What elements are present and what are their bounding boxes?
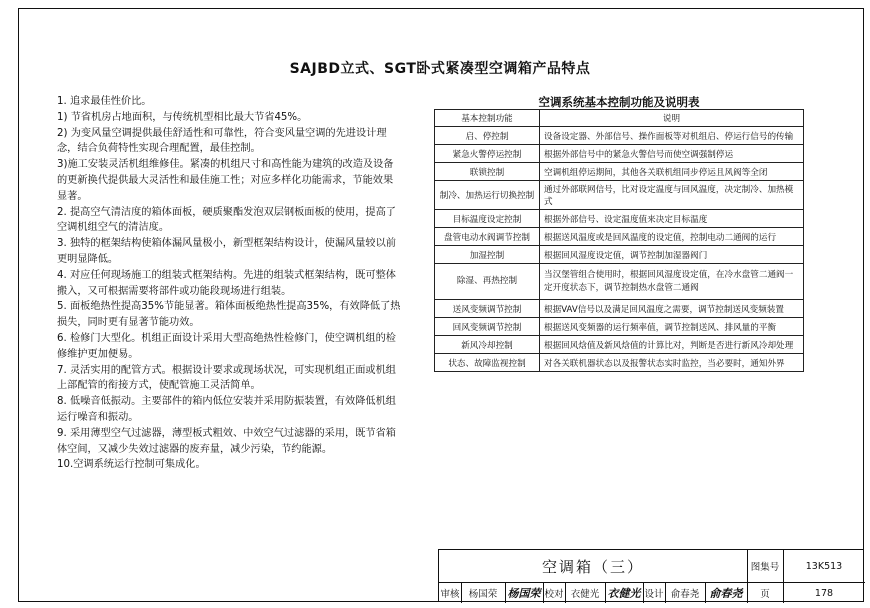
designer-signature: 俞春尧: [709, 587, 743, 600]
feature-line: 5. 面板绝热性提高35%节能显著。箱体面板绝热性提高35%，有效降低了热损失，同时更有显著节能功效。: [57, 301, 401, 329]
function-cell: 目标温度设定控制: [435, 210, 540, 228]
description-cell: 空调机组停运期间，其他各关联机组同步停运且风阀等全闭: [540, 163, 804, 181]
control-function-table: [434, 109, 804, 372]
description-cell: 根据外部信号、设定温度值来决定目标温度: [540, 210, 804, 228]
table-row: [435, 127, 804, 145]
description-cell: 根据VAV信号以及满足回风温度之需要，调节控制送风变频装置: [540, 300, 804, 318]
description-cell: 根据外部信号中的紧急火警信号而使空调强制停运: [540, 145, 804, 163]
description-cell: 通过外部联网信号，比对设定温度与回风温度，决定制冷、加热模式: [540, 181, 804, 210]
page-label: 页: [760, 589, 770, 600]
table-row: [435, 336, 804, 354]
function-cell: 除湿、再热控制: [435, 264, 540, 300]
feature-line: 6. 检修门大型化。机组正面设计采用大型高绝热性检修门，使空调机组的检修维护更加便易。: [57, 332, 396, 360]
function-cell: 盘管电动水阀调节控制: [435, 228, 540, 246]
table-row: [435, 228, 804, 246]
table-header: 说明: [540, 110, 804, 127]
checker-name: 衣健光: [570, 589, 600, 600]
function-cell: 回风变频调节控制: [435, 318, 540, 336]
function-cell: 联锁控制: [435, 163, 540, 181]
feature-line: 10.空调系统运行控制可集成化。: [57, 459, 206, 471]
page-title: SAJBD立式、SGT卧式紧凑型空调箱产品特点: [289, 61, 591, 77]
feature-line: 3. 独特的框架结构使箱体漏风量极小，新型框架结构设计，使漏风量较以前更明显降低。: [57, 238, 396, 265]
designer-name: 俞春尧: [670, 589, 700, 600]
check-label: 校对: [544, 589, 564, 600]
table-title: 空调系统基本控制功能及说明表: [538, 95, 700, 109]
function-cell: 新风冷却控制: [435, 336, 540, 354]
checker-signature: 衣健光: [607, 587, 641, 600]
function-cell: 紧急火警停运控制: [435, 145, 540, 163]
function-cell: 制冷、加热运行切换控制: [435, 181, 540, 210]
table-row: [435, 145, 804, 163]
description-cell: 当汉堡管组合使用时，根据回风湿度设定值，在冷水盘管二通阀一定开度状态下，调节控制热水盘管二通阀: [540, 264, 804, 300]
feature-line: 2. 提高空气清洁度的箱体面板，硬质聚酯发泡双层钢板面板的使用，提高了空调机组空气的清洁度。: [57, 206, 396, 234]
function-cell: 送风变频调节控制: [435, 300, 540, 318]
set-number-label: 图集号: [750, 562, 780, 573]
set-number: 13K513: [805, 560, 843, 572]
function-cell: 状态、故障监视控制: [435, 354, 540, 372]
table-row: [435, 210, 804, 228]
drawing-name: 空调箱（三）: [541, 557, 644, 576]
reviewer-name: 杨国荣: [468, 589, 498, 600]
table-row: [435, 163, 804, 181]
feature-line: 7. 灵活实用的配管方式。根据设计要求或现场状况，可实现机组正面或机组上部配管的衔接方式，使配管施工灵活简单。: [57, 364, 396, 392]
description-cell: 根据送风变频器的运行频率值，调节控制送风、排风量的平衡: [540, 318, 804, 336]
feature-line: 1) 节省机房占地面积，与传统机型相比最大节省45%。: [57, 111, 308, 123]
table-row: [435, 181, 804, 210]
table-row: [435, 246, 804, 264]
table-row: [435, 318, 804, 336]
feature-line: 2) 为变风量空调提供最佳舒适性和可靠性，符合变风量空调的先进设计理念，结合负荷特性实现合理配置，最佳控制。: [57, 127, 387, 155]
table-header: 基本控制功能: [435, 110, 540, 127]
feature-line: 9. 采用薄型空气过滤器，薄型板式粗效、中效空气过滤器的采用，既节省箱体空间，又减少失效过滤器的废弃量，减少污染，节约能源。: [57, 427, 396, 455]
table-row: [435, 300, 804, 318]
design-label: 设计: [644, 589, 664, 600]
description-cell: 对各关联机器状态以及报警状态实时监控，当必要时，通知外界: [540, 354, 804, 372]
page-number: 178: [814, 587, 834, 599]
reviewer-signature: 杨国荣: [507, 587, 541, 600]
feature-line: 1. 追求最佳性价比。: [57, 96, 152, 107]
feature-line: 4. 对应任何现场施工的组装式框架结构。先进的组装式框架结构，既可整体搬入，又可根据需要将部件或功能段现场进行组装。: [57, 269, 396, 297]
description-cell: 根据送风温度或是回风温度的设定值，控制电动二通阀的运行: [540, 228, 804, 246]
feature-line: 3)施工安装灵活机组维修佳。紧凑的机组尺寸和高性能为建筑的改造及设备的更新换代提供最大灵活性和最佳施工性；对应多样化功能需求，节能效果显著。: [57, 159, 394, 202]
table-row: [435, 264, 804, 300]
table-row: [435, 354, 804, 372]
review-label: 审核: [440, 589, 460, 600]
description-cell: 设备设定器、外部信号、操作面板等对机组启、停运行信号的传输: [540, 127, 804, 145]
feature-line: 8. 低噪音低振动。主要部件的箱内低位安装并采用防振装置，有效降低机组运行噪音和振动。: [57, 396, 396, 423]
description-cell: 根据回风湿度设定值，调节控制加湿器阀门: [540, 246, 804, 264]
function-cell: 启、停控制: [435, 127, 540, 145]
title-block: [438, 549, 864, 602]
description-cell: 根据回风焓值及新风焓值的计算比对，判断是否进行新风冷却处理: [540, 336, 804, 354]
function-cell: 加湿控制: [435, 246, 540, 264]
features-text: [57, 94, 403, 473]
